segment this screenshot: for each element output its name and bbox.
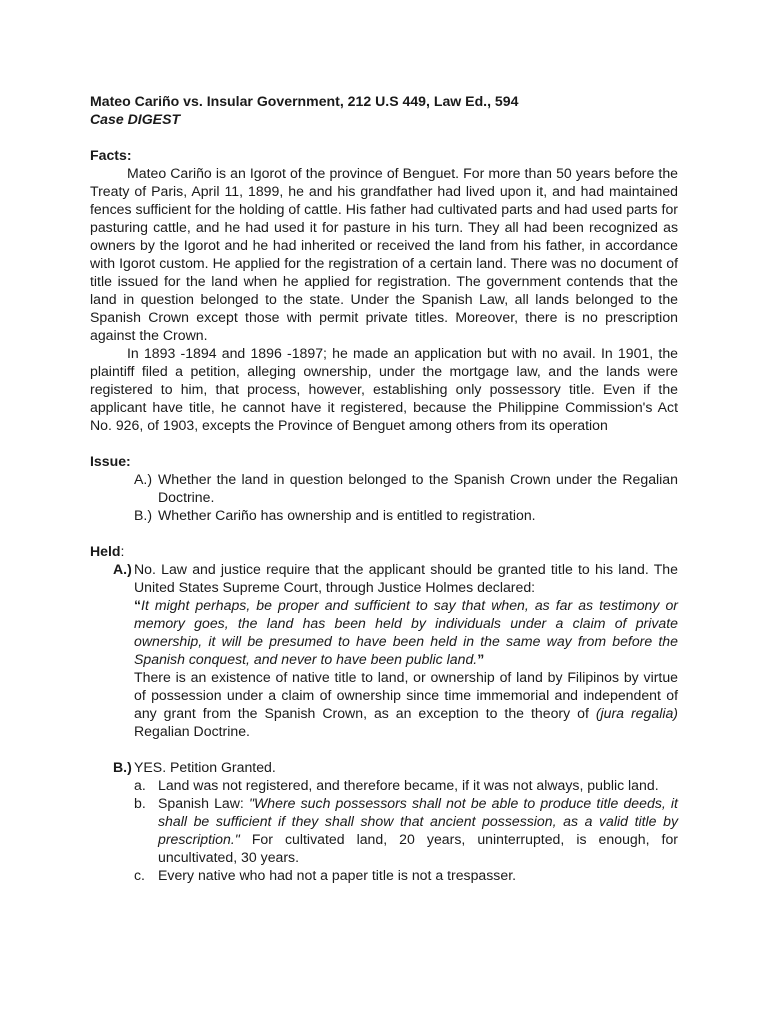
- held-heading: [90, 542, 678, 560]
- close-quote-mark: ”: [477, 651, 485, 667]
- held-b-text: YES. Petition Granted.: [134, 759, 276, 775]
- sub-b-pre: Spanish Law:: [158, 795, 249, 811]
- holmes-quote: [134, 596, 678, 668]
- held-sub-item-c: [90, 866, 678, 884]
- held-b-marker: B.): [113, 759, 132, 775]
- case-digest-page: [90, 92, 678, 884]
- facts-paragraph-2: In 1893 -1894 and 1896 -1897; he made an application but with no avail. In 1901, the plaintiff filed a petition, alleging ownership, under the mortgage law, and the lands were registered to him, that process, however, establishing only possessory title. Even if the applicant have title, he cannot have it registered, because the Philippine Commission's Act No. 926, of 1903, excepts the Province of Benguet among others from its operation: [90, 345, 678, 433]
- issue-b-text: Whether Cariño has ownership and is entitled to registration.: [158, 507, 536, 523]
- issue-a-marker: A.): [134, 471, 153, 487]
- sub-a-text: Land was not registered, and therefore became, if it was not always, public land.: [158, 777, 659, 793]
- sub-c-marker: c.: [134, 867, 145, 883]
- held-a-text: No. Law and justice require that the applicant should be granted title to his land. The United States Supreme Court, through Justice Holmes declared:: [134, 561, 678, 595]
- issue-item-b: [90, 506, 678, 524]
- facts-paragraph-1: Mateo Cariño is an Igorot of the province of Benguet. For more than 50 years before the Treaty of Paris, April 11, 1899, he and his grandfather had lived upon it, and had maintained fences sufficient for the holding of cattle. His father had cultivated parts and had used parts for pasturing cattle, and he had used it for pasture in his turn. They all had been recognized as owners by the Igorot and he had inherited or received the land from his father, in accordance with Igorot custom. He applied for the registration of a certain land. There was no document of title issued for the land when he applied for registration. The government contends that the land in question belonged to the state. Under the Spanish Law, all lands belonged to the Spanish Crown except those with permit private titles. Moreover, there is no prescription against the Crown.: [90, 165, 678, 343]
- held-item-b: [90, 758, 678, 776]
- case-title: Mateo Cariño vs. Insular Government, 212 U.S 449, Law Ed., 594: [90, 93, 519, 109]
- facts-heading: Facts:: [90, 147, 132, 163]
- sub-b-marker: b.: [134, 795, 146, 811]
- spanish-law-quote: "Where such possessors shall not be able to produce title deeds, it shall be sufficient if they shall show that ancient possession, as a valid title by prescription.": [158, 795, 678, 847]
- held-heading-colon: :: [120, 543, 125, 559]
- held-item-a: [90, 560, 678, 740]
- jura-regalia-text: (jura regalia): [595, 705, 678, 721]
- issue-a-text: Whether the land in question belonged to the Spanish Crown under the Regalian Doctrine.: [158, 471, 678, 505]
- case-subtitle: Case DIGEST: [90, 111, 181, 127]
- held-a-text-2: [134, 668, 678, 740]
- held-a-text-2-pre: There is an existence of native title to land, or ownership of land by Filipinos by virtue of possession under a claim of ownership since time immemorial and independent of any grant from the Spanish Crown, as an exception to the theory of: [134, 669, 678, 721]
- sub-a-marker: a.: [134, 777, 146, 793]
- held-sub-item-b: [90, 794, 678, 866]
- holmes-quote-text: It might perhaps, be proper and sufficient to say that when, as far as testimony or memory goes, the land has been held by individuals under a claim of private ownership, it will be presumed to have been held in the same way from before the Spanish conquest, and never to have been public land.: [134, 597, 678, 667]
- sub-b-post: For cultivated land, 20 years, uninterrupted, is enough, for uncultivated, 30 years.: [158, 831, 678, 865]
- issue-heading: Issue:: [90, 453, 131, 469]
- open-quote-mark: “: [134, 597, 142, 613]
- issue-item-a: [90, 470, 678, 506]
- spacer: [90, 740, 678, 758]
- held-a-marker: A.): [113, 561, 132, 577]
- sub-c-text: Every native who had not a paper title is not a trespasser.: [158, 867, 517, 883]
- issue-b-marker: B.): [134, 507, 153, 523]
- held-heading-text: Held: [90, 543, 121, 559]
- held-sub-item-a: [90, 776, 678, 794]
- held-a-text-2-post: Regalian Doctrine.: [134, 723, 250, 739]
